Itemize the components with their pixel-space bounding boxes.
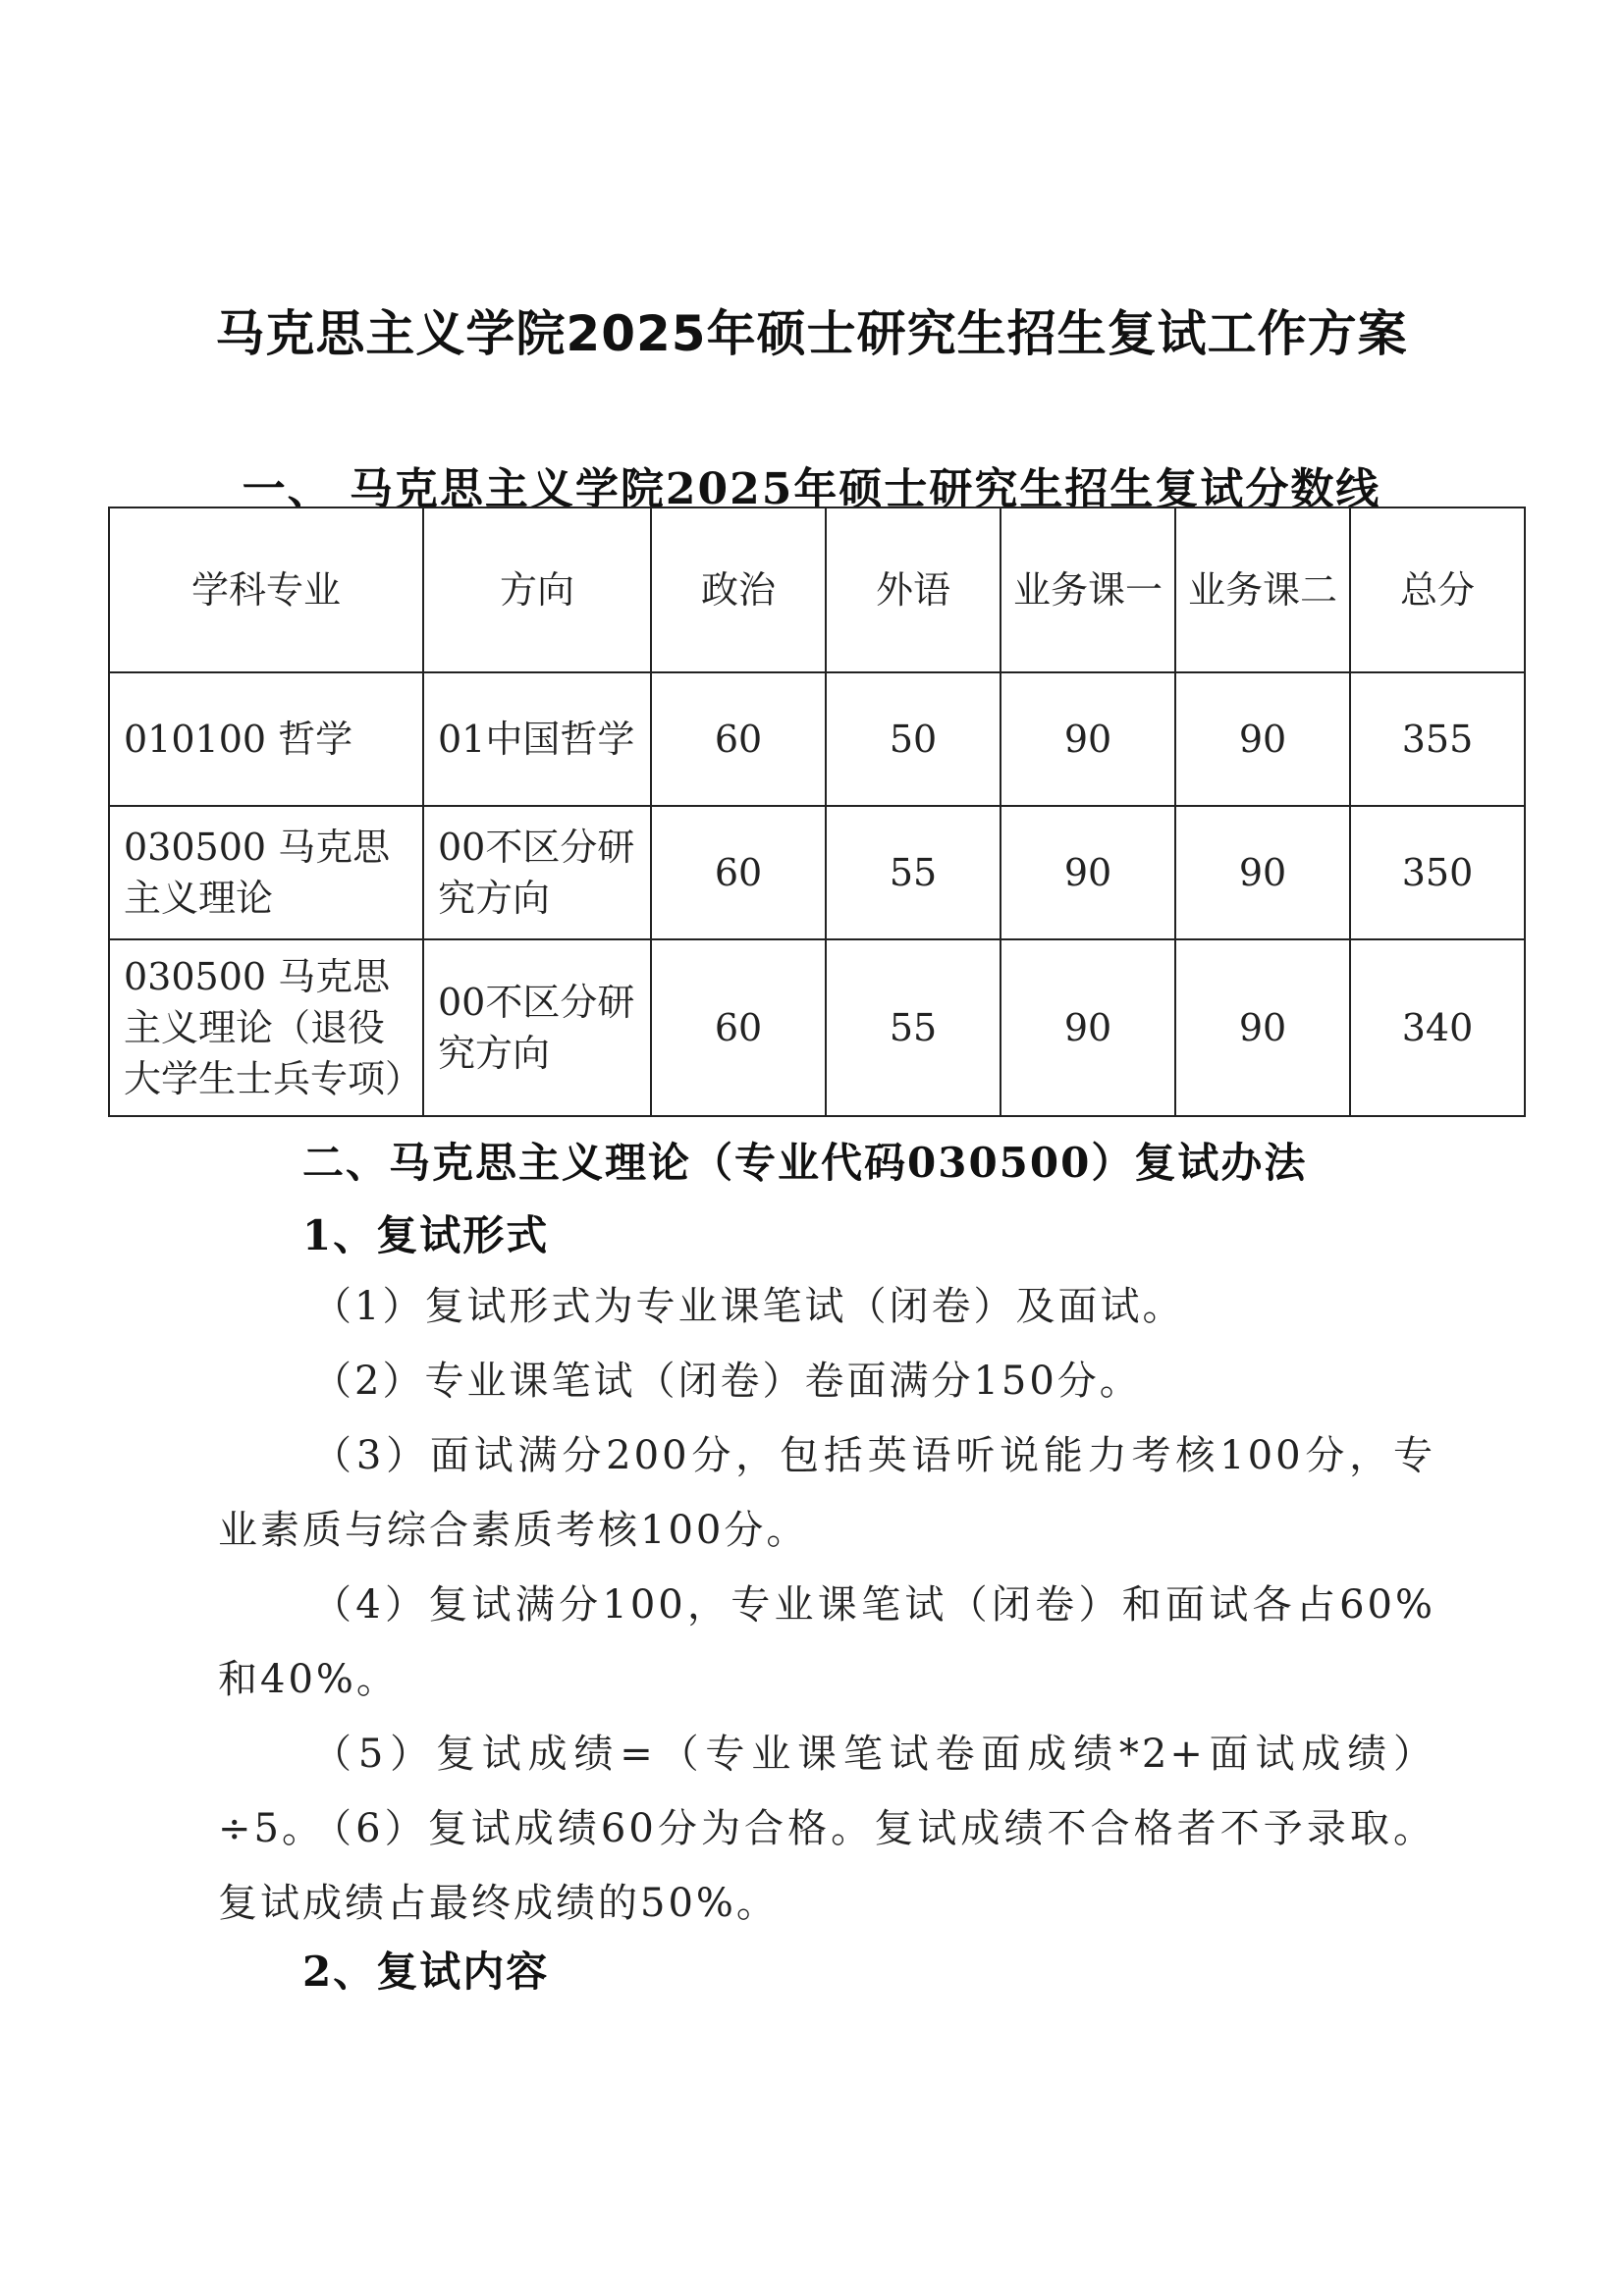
table-header-row	[109, 507, 1525, 672]
subsection-2-heading: 2、复试内容	[302, 1948, 550, 1996]
header-foreign-language: 外语	[826, 507, 1001, 672]
cell-major: 030500 马克思主义理论	[109, 806, 423, 939]
section-2-title: 二、马克思主义理论（专业代码030500）复试办法	[302, 1139, 1308, 1187]
cell-direction: 00不区分研究方向	[423, 939, 651, 1116]
cell-total: 355	[1350, 672, 1525, 806]
table-row	[109, 939, 1525, 1116]
subsection-1-heading: 1、复试形式	[302, 1211, 550, 1259]
cell-total: 340	[1350, 939, 1525, 1116]
section-1-title: 一、 马克思主义学院2025年硕士研究生招生复试分数线	[242, 464, 1381, 514]
cell-total: 350	[1350, 806, 1525, 939]
rule-item-2: （2）专业课笔试（闭卷）卷面满分150分。	[312, 1359, 1142, 1404]
cell-direction: 01中国哲学	[423, 672, 651, 806]
cell-course-1: 90	[1001, 672, 1175, 806]
cell-major: 030500 马克思主义理论（退役大学生士兵专项）	[109, 939, 423, 1116]
header-course-2	[1175, 507, 1350, 672]
rule-item-5: （5）复试成绩=（专业课笔试卷面成绩*2+面试成绩）÷5。	[218, 1732, 1435, 1851]
rule-item-3: （3）面试满分200分，包括英语听说能力考核100分，专业素质与综合素质考核100分。	[218, 1433, 1435, 1553]
cell-course-2: 90	[1175, 806, 1350, 939]
rule-item-4: （4）复试满分100，专业课笔试（闭卷）和面试各占60%和40%。	[218, 1582, 1435, 1702]
rule-item-6: （6）复试成绩60分为合格。复试成绩不合格者不予录取。复试成绩占最终成绩的50%。	[218, 1806, 1435, 1926]
cell-major: 010100 哲学	[109, 672, 423, 806]
header-course-2-label: 业务课二	[1187, 568, 1337, 612]
cell-politics: 60	[651, 806, 826, 939]
header-course-1	[1001, 507, 1175, 672]
cell-foreign-language: 50	[826, 672, 1001, 806]
cell-politics: 60	[651, 672, 826, 806]
header-course-1-label: 业务课一	[1012, 568, 1163, 612]
cell-direction: 00不区分研究方向	[423, 806, 651, 939]
cell-course-2: 90	[1175, 672, 1350, 806]
rule-item-1: （1）复试形式为专业课笔试（闭卷）及面试。	[312, 1284, 1185, 1329]
cell-course-1: 90	[1001, 939, 1175, 1116]
cell-course-2: 90	[1175, 939, 1350, 1116]
header-direction: 方向	[423, 507, 651, 672]
header-major: 学科专业	[109, 507, 423, 672]
header-total: 总分	[1350, 507, 1525, 672]
score-line-table	[108, 507, 1526, 1117]
table-row	[109, 672, 1525, 806]
cell-foreign-language: 55	[826, 806, 1001, 939]
cell-course-1: 90	[1001, 806, 1175, 939]
cell-foreign-language: 55	[826, 939, 1001, 1116]
table-row	[109, 806, 1525, 939]
document-title: 马克思主义学院2025年硕士研究生招生复试工作方案	[215, 305, 1408, 362]
header-politics: 政治	[651, 507, 826, 672]
cell-politics: 60	[651, 939, 826, 1116]
